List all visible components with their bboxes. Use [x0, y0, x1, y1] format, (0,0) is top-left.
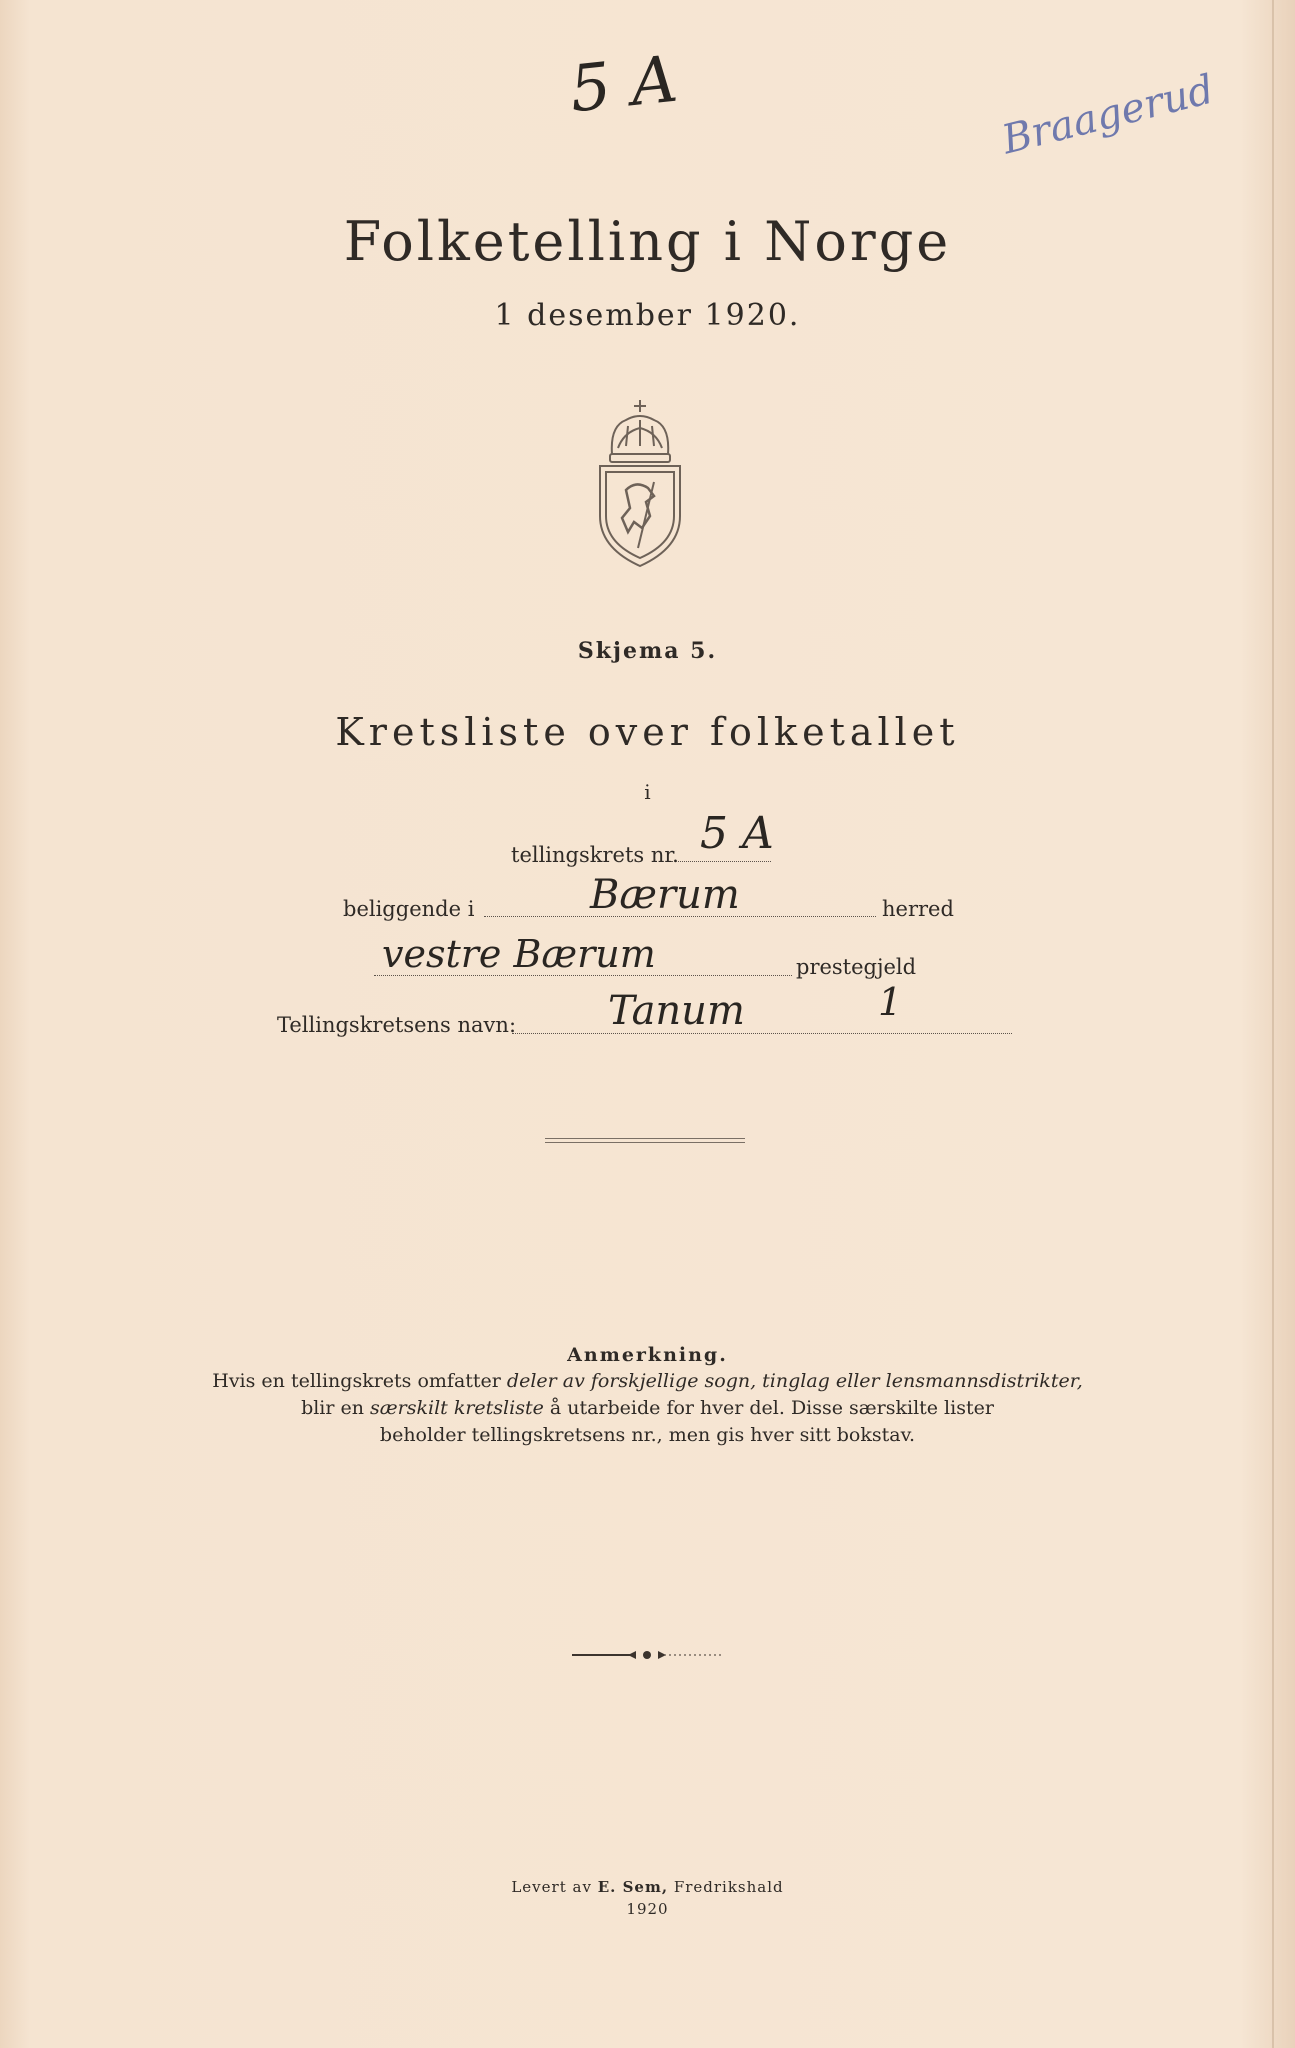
krets-navn-label: Tellingskretsens navn:	[277, 1013, 517, 1037]
note-line-2-plain: blir en	[301, 1397, 371, 1419]
prestegjeld-label: prestegjeld	[796, 955, 917, 979]
note-heading: Anmerkning.	[567, 1344, 728, 1366]
note-line-3: beholder tellingskretsens nr., men gis hver sitt bokstav.	[379, 1424, 916, 1446]
printer-year: 1920	[626, 1900, 669, 1918]
herred-label: herred	[882, 897, 954, 921]
printer-prefix: Levert av	[511, 1878, 598, 1896]
krets-navn-dotline	[512, 1033, 1012, 1034]
norwegian-coat-of-arms-icon	[590, 398, 690, 570]
printer-name: E. Sem,	[597, 1878, 669, 1896]
handwritten-krets-nr[interactable]: 5 A	[700, 808, 774, 859]
tellingskrets-label: tellingskrets nr.	[511, 843, 679, 867]
note-line-1-italic: deler av forskjellige sogn, tinglag eller lensmannsdistrikter,	[506, 1370, 1083, 1392]
census-date: 1 desember 1920.	[494, 298, 801, 333]
handwritten-prestegjeld[interactable]: vestre Bærum	[382, 932, 656, 976]
tellingskrets-dotline	[671, 861, 771, 862]
printer-credit	[0, 1876, 1295, 1920]
printer-line	[0, 1876, 1295, 1898]
printer-city: Fredrikshald	[668, 1878, 784, 1896]
note-line-2-italic: særskilt kretsliste	[370, 1397, 544, 1419]
section-divider	[545, 1138, 745, 1139]
note-line-2-rest: å utarbeide for hver del. Disse særskilte lister	[543, 1397, 994, 1419]
handwritten-top-number: 5 A	[566, 42, 681, 128]
handwritten-herred[interactable]: Bærum	[590, 872, 740, 918]
ornament-divider-icon	[572, 1647, 722, 1661]
schema-number: Skjema 5.	[577, 638, 718, 664]
beliggende-label: beliggende i	[343, 897, 475, 921]
note-text	[205, 1368, 1090, 1449]
handwritten-top-right-name: Braagerud	[997, 66, 1219, 164]
note-line-1-plain: Hvis en tellingskrets omfatter	[212, 1370, 507, 1392]
page-title: Folketelling i Norge	[343, 210, 952, 273]
handwritten-krets-navn-suffix[interactable]: 1	[878, 980, 903, 1024]
note-line-1	[205, 1368, 1090, 1395]
note-line-2	[205, 1395, 1090, 1422]
form-connector-i: i	[644, 780, 651, 804]
section-divider-second	[545, 1142, 745, 1143]
form-heading: Kretsliste over folketallet	[335, 710, 960, 754]
handwritten-krets-navn[interactable]: Tanum	[608, 988, 745, 1034]
